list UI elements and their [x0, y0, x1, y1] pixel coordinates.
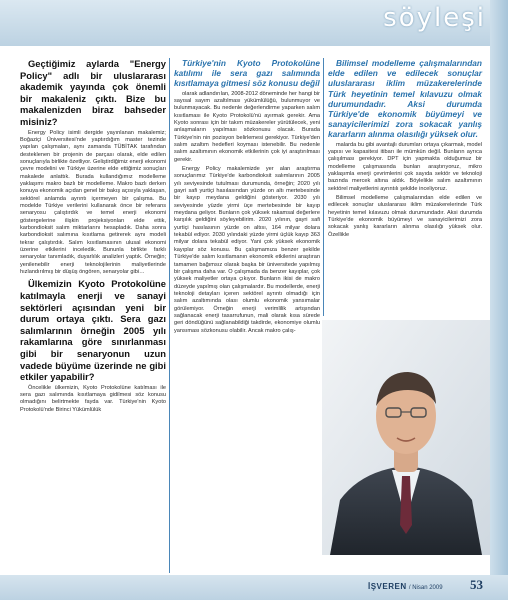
pull-quote-1: Türkiye'nin Kyoto Protokolüne katılımı ile sera gazı salımında kısıtlamaya gitmesi söz konusu değil: [174, 58, 320, 89]
interviewee-photo: [322, 320, 490, 555]
pull-quote-2: Bilimsel modelleme çalışmalarından elde edilen ve edilecek sonuçlar uluslararası iklim müzakerelerinde Türk heyetinin temel kılavuzu olmak durumundadır. Aksi durumda Türkiye'de ekonomik büyümeyi ve sanayicilerimizi zora sokacak yanlış kararların alınma olasılığı yüksek olur.: [328, 58, 482, 140]
issue-date: / Nisan 2009: [408, 585, 443, 591]
column-separator: [323, 58, 324, 316]
publication-footer: [368, 582, 443, 591]
interview-answer-1: Energy Policy isimli dergide yayınlanan makalemiz; Boğaziçi Üniversitesi'nde yaptırdığım master tezinde yapılan çalışmaları, aynı zamanda TÜBİTAK tarafından desteklenen bir projenin de parçası olarak, elde edilen sonuçlarıyla birlikte özetliyor. Geliştirdiğimiz enerji ekonomi çevre modelini ve Türkiye üzerine elde ettiğimiz sonuçları makalede anlattık. Burada kullandığımız modelleme yaklaşımı makro bazlı bir modelleme. Makro bazlı derken konuya ekonomik açıdan genel bir bakış açısıyla yaklaşan, sektörel anlamda ayrıntı içermeyen bir çalışma. Bu modelde Türkiye verilerini kullanarak önce bir referans senaryosu çalıştırdık ve temel enerji ekonomi göstergelerine ilişkin projeksiyonları elde ettik, karbondioksit salım miktarlarını hesapladık. Daha sonra karbondioksit salımına kısıtlama getirerek aynı modeli tekrar çalıştırdık. Salım kısıtlamasının ulusal ekonomi üzerine etkilerini inceledik. Bununla birlikte farklı senaryolar tanımladık, duyarlılık analizleri yaptık. Örneğin; yenilenebilir enerji teknolojilerinin maliyetlerinde hızlandırılmış bir düşüş öngören, senaryolar gibi…: [20, 129, 166, 276]
body-paragraph: olarak adlandırılan, 2008-2012 döneminde her hangi bir sayısal sayım azaltılması yükümlülüğü, bulunmuyor ve bulunmayacak. Bu nedenle değerlendirme yaparken salım kısıtlaması ile Kyoto Protokolü'nü ayırmak gerekir. Ama Kyoto sonrası için bir takım müzakereler yürütülecek, yeni anlaşmaların yapılması sözkonusu olacak. Burada Türkiye'nin nin pozisyon belirlemesi gerekiyor. Türkiye'den salım azaltım hedefleri koyması istenebilir. Bu nedenle salım azaltımının ekonomik etkilerinin çok iyi araştırılması gerekir.: [174, 90, 320, 163]
interview-question-1: Geçtiğimiz aylarda "Energy Policy" adlı bir uluslararası akademik yayında çok önemli bir makaleniz çıktı. Bize bu makalenizden biraz bahseder misiniz?: [20, 58, 166, 127]
portrait-illustration: [322, 320, 490, 555]
body-paragraph: Bilimsel modelleme çalışmalarından elde edilen ve edilecek sonuçlar uluslararası iklim müzakerelerinde Türk heyetinin temel kılavuzu olmak durumundadır. Aksi durumda Türkiye'de ekonomik büyümeyi ve sanayicilerimizi zora sokacak yanlış kararların alınma olasılığı yüksek olur. Özellikle: [328, 195, 482, 238]
body-paragraph: Energy Policy makalemizde yer alan araştırma sonuçlarımız Türkiye'de karbondioksit salımlarının 2005 yılı seviyesinde tutulması durumunda, örneğin; 2020 yılı gayri safi yurtiçi hasılasından yüzde on altı mertebesinde bir kayıp meydana geldiğini gösteriyor. 2030 yılı seviyesinde yüzde yirmi üçe mertebesinde bir kayıp meydana geliyor. Bunların çok yüksek rakamsal değerlere karşılık geldiğini söyleyebilirim. 2020 yılının, gayri safi yurtiçi hasılasının yüzde on altısı, 164 milyar dolara tekabül ediyor. 2030 yılındaki yüzde yirmi üçlük kayıp 363 milyar dolara tekabül ediyor. Yani çok yüksek ekonomik kayıplar söz konusu. Bu çalışmamıza benzer şekilde Türkiye'de salım kısıtlamanın ekonomik etkilerini araştıran tamamen bağımsız olarak başka bir üniversitede yapılmış bir çalışma daha var. O çalışmada da benzer kayıplar, çok yüksek maliyetler ortaya çıkıyor. Bunların ikisi de makro düzeyde yapılmış olan çalışmalardır. Bu modellerde, enerji teknoloji detayları içeren sektörel ayrıntı olmadığı için salım azaltımında olası olumlu ekonomik yansımalar görülemiyor. Örneğin enerji verimlilik artışından sağlanacak enerji tasarrufunun, mali olarak kısa sürede geri döndüğünü sağlanabildiği takdirde, ekonomiye olumlu yansıması sözkonusu olabilir. Ancak makro çalış-: [174, 166, 320, 334]
body-paragraph: malarda bu gibi avantajlı durumları ortaya çıkarmak, model yapısı ve kapasitesi itibarı ile mümkün değil. Bunların ayrıca çalışılması gerekiyor. DPT için yapmakta olduğumuz bir modelleme çalışmasında bunları araştırıyoruz, mikro yaklaşımla enerji çevrimlerini çok sayıda sektör ve teknoloji bazında mercek altına aldık. Böylelikle salım azaltımının sektörel maliyetlerini ayrıntılı şekilde inceliyoruz.: [328, 141, 482, 192]
interview-answer-2: Öncelikle ülkemizin, Kyoto Protokolüne katılması ile sera gazı salımında kısıtlamaya gidilmesi söz konusu olmadığını belirtmekte fayda var. Türkiye'nin Kyoto Protokolü'nde Birinci Yükümlülük: [20, 384, 166, 413]
section-heading: söyleşi: [383, 3, 486, 33]
page-number: 53: [470, 577, 483, 592]
interview-question-2: Ülkemizin Kyoto Protokolüne katılmayla enerji ve sanayi sektörleri açısından yeni bir durum ortaya çıktı. Sera gazı salımlarının örneğin 2005 yılı rakamlarına göre sınırlanması gibi bir senaryonun uzun vadede büyüme üzerinde ne gibi etkiler yapabilir?: [20, 278, 166, 383]
column-3: [328, 58, 482, 241]
column-2: [174, 58, 320, 337]
column-1: [20, 58, 166, 416]
column-separator: [169, 58, 170, 573]
publication-name: İŞVEREN: [368, 582, 407, 591]
side-band: [490, 0, 508, 600]
